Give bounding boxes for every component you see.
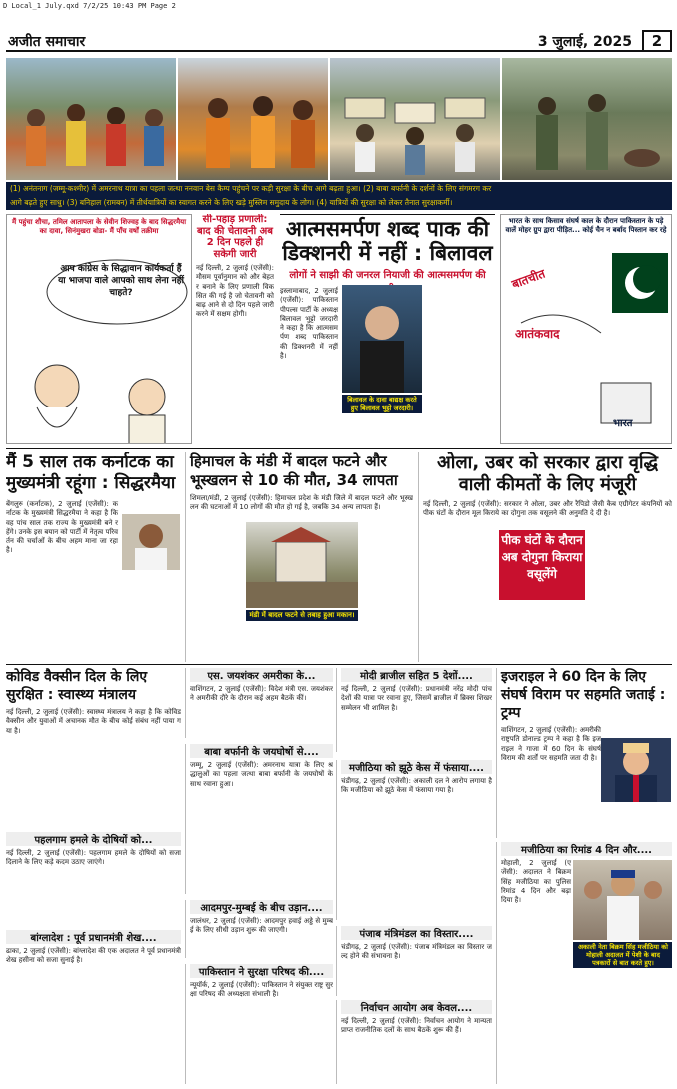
pahalgam-headline: पहलगाम हमले के दोषियों को... <box>6 832 181 846</box>
ola-headline: ओला, उबर को सरकार द्वारा वृद्धि वाली कीमतों के लिए मंजूरी <box>437 452 658 495</box>
story-jaishankar <box>185 668 333 738</box>
label-aatankwad: आतंकवाद <box>515 327 560 341</box>
flood-warning-headline: सी-पहाड़ प्रणाली: बाद की चेतावनी अब 2 दिन पहले ही सकेगी जारी <box>196 214 273 260</box>
caption-line-1: (1) अनंतनाग (जम्मू-कश्मीर) में अमरनाथ यात्रा का पहला जत्था ननवान बेस कैम्प पहुंचने पर कड़ी सुरक्षा के बीच आगे बढ़ता हुआ। (2) बाबा बर्फानी के दर्शनों के लिए संगमरग कर <box>10 184 492 193</box>
himachal-photo <box>246 522 358 608</box>
caption-line-2: आगे बढ़ते हुए साधु। (3) बनिहाल (रामबन) में तीर्थयात्रियों का स्वागत करने के लिए खड़े मुस्लिम समुदाय के लोग। (4) यात्रियों की सुरक्षा को लेकर तैनात सुरक्षाकर्मी। <box>10 198 453 207</box>
collapsed-house-illustration <box>246 522 358 608</box>
welcome-illustration <box>330 58 500 180</box>
majithia-group-illustration <box>573 860 672 940</box>
story-ola-uber <box>418 452 672 662</box>
punjab-cabinet-headline: पंजाब मंत्रिमंडल का विस्तार.... <box>341 926 492 940</box>
story-punjab-cabinet <box>336 926 492 996</box>
ola-body: नई दिल्ली, 2 जुलाई (एजेंसी): सरकार ने ओला, उबर और रैपिडो जैसी कैब एग्रीगेटर कंपनियों को पीक घंटों के दौरान मूल किराये का दोगुना तक वसूलने की अनुमति दे दी है। <box>423 500 672 518</box>
flood-warning-body: नई दिल्ली, 2 जुलाई (एजेंसी): मौसम पूर्वानुमान को और बेहतर बनाने के लिए प्रणाली विकसित की गई है जो चेतावनी को बाढ़ आने से दो दिन पहले जारी करने में सक्षम होगी। <box>196 264 274 319</box>
trump-photo <box>601 738 671 802</box>
story-pahalgam <box>6 832 181 924</box>
photo-security-forces <box>502 58 672 180</box>
bilawal-subhead: लोगों ने साझी की जनरल नियाजी की आत्मसमर्पण की <box>289 270 486 281</box>
himachal-body: शिमला/मंडी, 2 जुलाई (एजेंसी): हिमाचल प्रदेश के मंडी जिले में बादल फटने और भूस्खलन की घटनाओं में 10 लोगों की मौत हो गई है, जबकि 34 अन्य लापता हैं। <box>190 494 413 512</box>
photo-sadhus <box>178 58 328 180</box>
majithia-body: चंडीगढ़, 2 जुलाई (एजेंसी): अकाली दल ने आरोप लगाया है कि मजीठिया को झूठे केस में फंसाया गया है। <box>341 777 492 795</box>
bilawal-body: इस्लामाबाद, 2 जुलाई (एजेंसी): पाकिस्तान पीपल्स पार्टी के अध्यक्ष बिलावल भुट्टो जरदारी ने कहा है कि आत्मसमर्पण शब्द पाकिस्तान की डिक्शनरी में नहीं है। <box>280 287 338 361</box>
jaishankar-body: वाशिंगटन, 2 जुलाई (एजेंसी): विदेश मंत्री एस. जयशंकर ने अमरीकी दौरे के दौरान कई अहम बैठकें कीं। <box>190 685 333 703</box>
story-baba-barfani <box>185 744 333 894</box>
modi-headline: मोदी ब्राजील सहित 5 देशों.... <box>341 668 492 682</box>
covid-headline: कोविड वैक्सीन दिल के लिए सुरक्षित : स्वास्थ्य मंत्रालय <box>6 669 148 703</box>
majithia-remand-headline: मजीठिया का रिमांड 4 दिन और.... <box>501 842 672 856</box>
photo-welcome-community <box>330 58 500 180</box>
bangladesh-body: ढाका, 2 जुलाई (एजेंसी): बांग्लादेश की एक अदालत ने पूर्व प्रधानमंत्री शेख हसीना को सजा सुनाई है। <box>6 947 181 965</box>
majithia-headline: मजीठिया को झूठे केस में फंसाया.... <box>341 760 492 774</box>
baba-headline: बाबा बर्फानी के जयघोषों से.... <box>190 744 333 758</box>
story-israel <box>496 668 672 838</box>
cartoon-block <box>6 214 192 444</box>
story-flood-warning <box>196 214 274 444</box>
himachal-photo-caption: मंडी में बादल फटने से तबाह हुआ मकान। <box>246 610 358 621</box>
story-covid <box>6 668 181 758</box>
siddaramaiah-photo <box>122 514 180 570</box>
bharat-box <box>500 214 672 444</box>
page-number: 2 <box>642 30 672 52</box>
mumbai-headline: आदमपुर-मुम्बई के बीच उड़ान.... <box>190 900 333 914</box>
himachal-headline: हिमाचल के मंडी में बादल फटने और भूस्खलन से 10 की मौत, 34 लापता <box>190 452 398 489</box>
photo-pilgrims-march <box>6 58 176 180</box>
section-divider-2 <box>6 664 672 665</box>
newspaper-name: अजीत समाचार <box>8 34 86 50</box>
election-body: नई दिल्ली, 2 जुलाई (एजेंसी): निर्वाचन आयोग ने मान्यता प्राप्त राजनीतिक दलों के साथ बैठकें शुरू की हैं। <box>341 1017 492 1035</box>
security-illustration <box>502 58 672 180</box>
bilawal-photo <box>342 285 422 393</box>
story-himachal <box>185 452 413 662</box>
majithia-photo-caption: अकाली नेता बिक्रम सिंह मजीठिया को मोहाली अदालत में पेशी के बाद पत्रकारों से बात करते हुए। <box>573 942 672 968</box>
baba-body: जम्मू, 2 जुलाई (एजेंसी): अमरनाथ यात्रा के लिए श्रद्धालुओं का पहला जत्था बाबा बर्फानी के जयघोषों के साथ रवाना हुआ। <box>190 761 333 788</box>
top-photo-caption <box>6 182 672 210</box>
sadhus-illustration <box>178 58 328 180</box>
cartoon-header: मैं पहुंचा शौचा, तमिल आतापला के सेवीन शिज्वह के बाद सिद्धरमैया का दावा, सिनंमुखरा बोडा- मैं पाँच वर्षों तक्रीमा <box>11 218 187 235</box>
story-majithia-remand <box>496 842 672 1084</box>
story-siddaramaiah <box>6 452 181 662</box>
pak-unsc-body: न्यूयॉर्क, 2 जुलाई (एजेंसी): पाकिस्तान ने संयुक्त राष्ट्र सुरक्षा परिषद की अध्यक्षता संभाली है। <box>190 981 333 999</box>
pahalgam-body: नई दिल्ली, 2 जुलाई (एजेंसी): पहलगाम हमले के दोषियों को सजा दिलाने के लिए कड़े कदम उठाए जाएंगे। <box>6 849 181 867</box>
bilawal-photo-caption: बिलावल के दावा बाद्यक्ष करते हुए बिलावल भुट्टो जरदारी। <box>342 395 422 413</box>
story-adampur-mumbai <box>185 900 333 958</box>
bilawal-portrait <box>342 285 422 393</box>
trump-portrait <box>601 738 671 802</box>
label-baatcheet: बातचीत <box>509 266 547 292</box>
story-bangladesh <box>6 930 181 1080</box>
majithia-remand-body: मोहाली, 2 जुलाई (एजेंसी): अदालत ने बिक्रम सिंह मजीठिया का पुलिस रिमांड 4 दिन और बढ़ा दिया है। <box>501 859 571 905</box>
siddaramaiah-body: बेंगलुरु (कर्नाटक), 2 जुलाई (एजेंसी): कर्नाटक के मुख्यमंत्री सिद्धरमैया ने कहा है कि वह पांच साल तक राज्य के मुख्यमंत्री बने रहेंगे। उनके इस बयान को पार्टी में नेतृत्व परिवर्तन की चर्चाओं के बीच अहम माना जा रहा है। <box>6 500 118 555</box>
israel-headline: इजराइल ने 60 दिन के लिए संघर्ष विराम पर सहमति जताई : ट्रम्प <box>501 669 666 721</box>
bilawal-headline: आत्मसमर्पण शब्द पाक की डिक्शनरी में नहीं : बिलावल <box>282 217 493 265</box>
pak-unsc-headline: पाकिस्तान ने सुरक्षा परिषद की.... <box>190 964 333 978</box>
story-election-commission <box>336 1000 492 1084</box>
jaishankar-headline: एस. जयशंकर अमरीका के... <box>190 668 333 682</box>
ola-highlight-box: पीक घंटों के दौरान अब दोगुना किराया वसूलेंगे <box>499 530 585 600</box>
story-modi <box>336 668 492 752</box>
story-pakistan-unsc <box>185 964 333 1084</box>
masthead <box>6 30 672 52</box>
story-bilawal <box>280 214 495 444</box>
israel-body: वाशिंगटन, 2 जुलाई (एजेंसी): अमरीकी राष्ट्रपति डोनाल्ड ट्रम्प ने कहा है कि इजराइल ने गाजा में 60 दिन के संघर्ष विराम की शर्तों पर सहमति जता दी है। <box>501 726 601 762</box>
print-slug: D Local_1 July.qxd 7/2/25 10:43 PM Page 2 <box>3 2 176 10</box>
siddaramaiah-portrait <box>122 514 180 570</box>
covid-body: नई दिल्ली, 2 जुलाई (एजेंसी): स्वास्थ्य मंत्रालय ने कहा है कि कोविड वैक्सीन और युवाओं में अचानक मौत के बीच कोई संबंध नहीं पाया गया है। <box>6 708 181 735</box>
modi-body: नई दिल्ली, 2 जुलाई (एजेंसी): प्रधानमंत्री नरेंद्र मोदी पांच देशों की यात्रा पर रवाना हुए, जिसमें ब्राजील में ब्रिक्स शिखर सम्मेलन भी शामिल है। <box>341 685 492 712</box>
bangladesh-headline: बांग्लादेश : पूर्व प्रधानमंत्री शेख.... <box>6 930 181 944</box>
punjab-cabinet-body: चंडीगढ़, 2 जुलाई (एजेंसी): पंजाब मंत्रिमंडल का विस्तार जल्द होने की संभावना है। <box>341 943 492 961</box>
label-bharat: भारत <box>613 418 633 429</box>
siddaramaiah-headline: मैं 5 साल तक कर्नाटक का मुख्यमंत्री रहूंगा : सिद्धरमैया <box>6 452 176 493</box>
election-headline: निर्वाचन आयोग अब केवल.... <box>341 1000 492 1014</box>
mumbai-body: जालंधर, 2 जुलाई (एजेंसी): आदमपुर हवाई अड्डे से मुम्बई के लिए सीधी उड़ान शुरू की जाएगी। <box>190 917 333 935</box>
section-divider <box>6 448 672 449</box>
issue-date: 3 जुलाई, 2025 <box>537 34 632 50</box>
majithia-photo <box>573 860 672 940</box>
story-majithia <box>336 760 492 920</box>
bharat-box-header: भारत के साथ किसाव संघर्ष काल के दौरान पाकिस्तान के पड़े वालें मोहर ग्रुप द्वारा पीड़ित... कोई चैन न बर्बाद पिस्तान कर रहे <box>505 217 667 234</box>
pilgrims-illustration <box>6 58 176 180</box>
cartoon-speech-bubble: आप कांग्रेस के सिद्धावान कार्यकर्ता हैं या भाजपा वाले आपको साथ लेना नहीं चाहते? <box>58 264 184 298</box>
